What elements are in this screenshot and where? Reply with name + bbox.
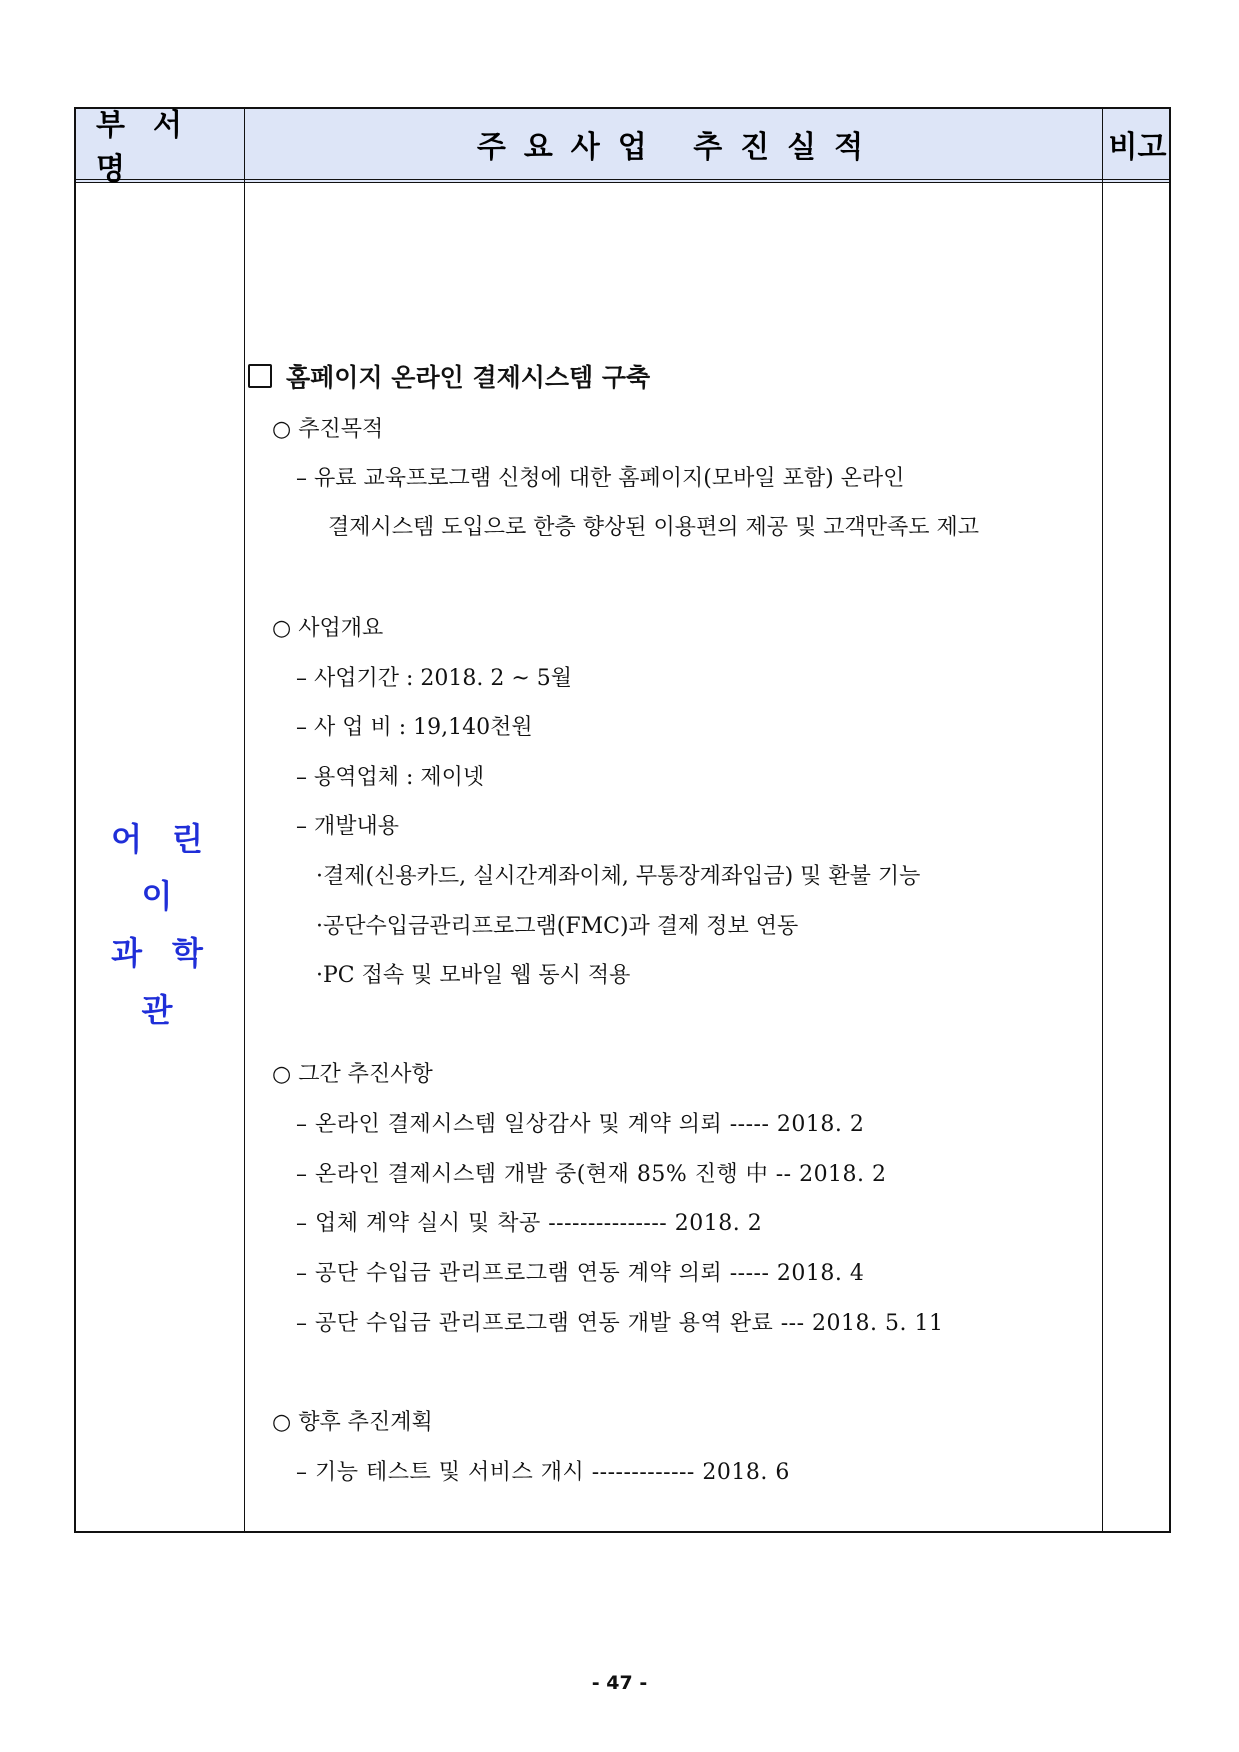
purpose-heading: ○ 추진목적	[272, 417, 384, 442]
department-name-line2: 과학관	[111, 934, 233, 1029]
overview-heading: ○ 사업개요	[272, 616, 384, 641]
purpose-line: – 유료 교육프로그램 신청에 대한 홈페이지(모바일 포함) 온라인	[296, 466, 905, 491]
dev-item: ·공단수입금관리프로그램(FMC)과 결제 정보 연동	[316, 914, 799, 939]
department-name	[76, 811, 244, 1039]
dev-item: ·PC 접속 및 모바일 웹 동시 적용	[316, 963, 631, 988]
plan-item: – 기능 테스트 및 서비스 개시 ------------- 2018. 6	[296, 1460, 790, 1485]
checkbox-square-icon	[248, 364, 272, 388]
overview-vendor: – 용역업체 : 제이넷	[296, 765, 485, 790]
overview-period: – 사업기간 : 2018. 2 ~ 5월	[296, 666, 573, 691]
overview-cost: – 사 업 비 : 19,140천원	[296, 715, 533, 740]
column-divider	[244, 109, 245, 1531]
progress-item: – 온라인 결제시스템 일상감사 및 계약 의뢰 ----- 2018. 2	[296, 1112, 865, 1137]
overview-dev: – 개발내용	[296, 814, 400, 839]
table-header-row	[76, 108, 1169, 187]
column-divider	[1102, 109, 1103, 1531]
progress-item: – 공단 수입금 관리프로그램 연동 계약 의뢰 ----- 2018. 4	[296, 1261, 865, 1286]
dev-item: ·결제(신용카드, 실시간계좌이체, 무통장계좌입금) 및 환불 기능	[316, 864, 921, 889]
department-name-line1: 어린이	[111, 820, 233, 915]
progress-item: – 공단 수입금 관리프로그램 연동 개발 용역 완료 --- 2018. 5. 11	[296, 1311, 944, 1336]
project-title	[248, 358, 650, 394]
report-table	[74, 107, 1171, 1533]
progress-heading: ○ 그간 추진사항	[272, 1062, 433, 1087]
progress-item: – 온라인 결제시스템 개발 중(현재 85% 진행 中 -- 2018. 2	[296, 1162, 887, 1187]
progress-item: – 업체 계약 실시 및 착공 --------------- 2018. 2	[296, 1211, 763, 1236]
header-dept: 부서명	[96, 108, 210, 187]
project-title-text: 홈페이지 온라인 결제시스템 구축	[286, 363, 651, 392]
plan-heading: ○ 향후 추진계획	[272, 1410, 433, 1435]
header-main: 주요사업 추진실적	[476, 130, 882, 165]
purpose-line: 결제시스템 도입으로 한층 향상된 이용편의 제공 및 고객만족도 제고	[328, 515, 980, 540]
page-number: - 47 -	[591, 1672, 648, 1694]
header-note: 비고	[1108, 130, 1167, 165]
